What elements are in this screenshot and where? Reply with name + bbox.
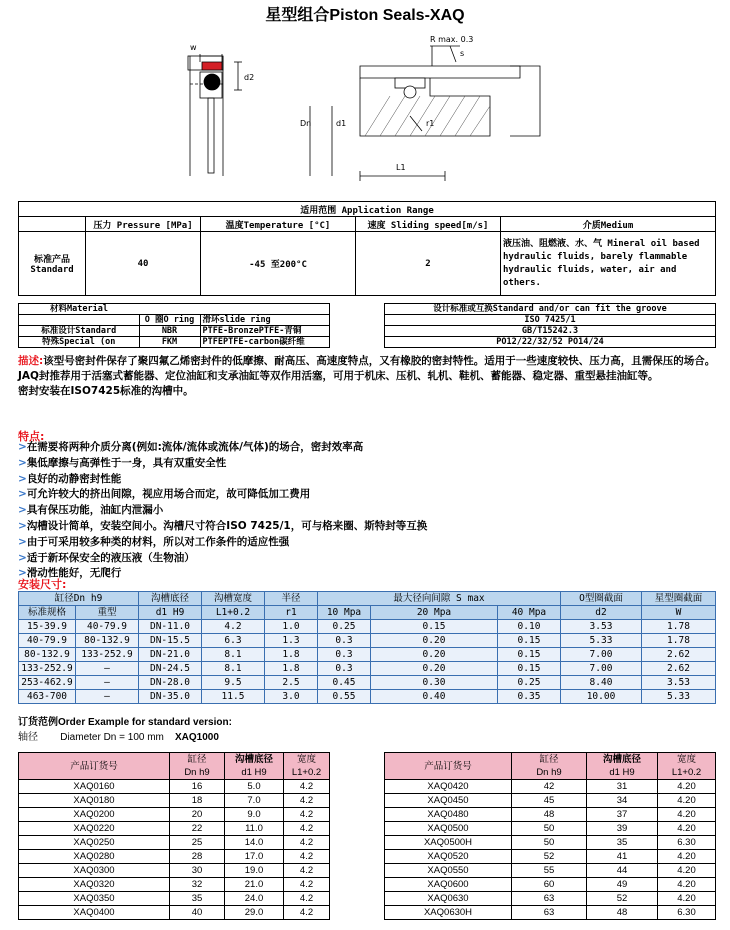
h-oring: O 圈O ring: [139, 315, 200, 326]
feature-item: >在需要将两种介质分离(例如:流体/流体或流体/气体)的场合，密封效率高: [18, 441, 364, 453]
order-row: XAQ0350 35 24.0 4.2: [19, 892, 330, 906]
order-row: XAQ0630 63 52 4.20: [385, 892, 716, 906]
install-row: 80-132.9 133-252.9 DN-21.0 8.1 1.8 0.3 0.20 0.15 7.00 2.62: [19, 648, 716, 662]
label-s: s: [460, 49, 465, 58]
install-row: 15-39.9 40-79.9 DN-11.0 4.2 1.0 0.25 0.15 0.10 3.53 1.78: [19, 620, 716, 634]
medium-value: 液压油、阻燃液、水、气 Mineral oil based hydraulic fluids, barely flammable hydraulic fluids, water, air and others.: [501, 232, 716, 296]
col-temperature: 温度Temperature [°C]: [201, 217, 356, 232]
order-row: XAQ0500H 50 35 6.30: [385, 836, 716, 850]
arrow-icon: >: [18, 535, 27, 548]
h-radius: 半径: [265, 592, 318, 606]
order-row: XAQ0400 40 29.0 4.2: [19, 906, 330, 920]
col-speed: 速度 Sliding speed[m/s]: [356, 217, 501, 232]
order-row: XAQ0320 32 21.0 4.2: [19, 878, 330, 892]
label-dn: Dn: [300, 119, 312, 128]
order-row: XAQ0180 18 7.0 4.2: [19, 794, 330, 808]
mat-row-label: 标准设计Standard: [19, 326, 140, 337]
label-w: w: [190, 43, 197, 52]
install-row: 463-700 — DN-35.0 11.5 3.0 0.55 0.40 0.35 10.00 5.33: [19, 690, 716, 704]
standards-header: 设计标准或互换Standard and/or can fit the groove: [385, 304, 716, 315]
page-title: 星型组合Piston Seals-XAQ: [265, 7, 465, 24]
order-row: XAQ0160 16 5.0 4.2: [19, 780, 330, 794]
features-label: 特点:: [18, 430, 45, 443]
feature-item: >由于可采用较多种类的材料，所以对工作条件的适应性强: [18, 535, 290, 548]
order-row: XAQ0600 60 49 4.20: [385, 878, 716, 892]
order-row: XAQ0550 55 44 4.20: [385, 864, 716, 878]
order-row: XAQ0480 48 37 4.20: [385, 808, 716, 822]
arrow-icon: >: [18, 551, 27, 564]
seal-drawing: [160, 26, 700, 196]
material-table: [18, 303, 330, 348]
description-text-2: 密封安装在ISO7425标准的沟槽中。: [18, 385, 194, 397]
order-row: XAQ0520 52 41 4.20: [385, 850, 716, 864]
arrow-icon: >: [18, 456, 27, 469]
h-oring-section: O型圈截面: [561, 592, 642, 606]
install-row: 253-462.9 — DN-28.0 9.5 2.5 0.45 0.30 0.25 8.40 3.53: [19, 676, 716, 690]
description-label: 描述:: [18, 355, 44, 367]
order-table-right: 产品订货号 缸径 沟槽底径 宽度 Dn h9 d1 H9 L1+0.2 XAQ0420 42 31 4.20 XAQ0450 45 34 4.20 XAQ0480 48 37 4.20 XAQ0500 50 39 4.20 XAQ0500H 50 35 6.30 XAQ0520 52 41 4.20 XAQ0550 55 44 4.20 XAQ0600 60 49 4.20 XAQ0630 63 52 4.20 XAQ0630H 63 48 6.30: [384, 752, 716, 920]
arrow-icon: >: [18, 488, 27, 501]
label-l1: L1: [396, 163, 406, 172]
label-d2: d2: [244, 73, 255, 82]
install-label: 安装尺寸:: [18, 578, 67, 591]
h-bore: 缸径Dn h9: [19, 592, 139, 606]
arrow-icon: >: [18, 472, 27, 485]
standards-table: [384, 303, 716, 348]
order-row: XAQ0200 20 9.0 4.2: [19, 808, 330, 822]
pressure-value: 40: [86, 232, 201, 296]
order-row: XAQ0450 45 34 4.20: [385, 794, 716, 808]
application-range-table: [18, 201, 716, 296]
order-example-line: 轴径 Diameter Dn = 100 mm XAQ1000: [18, 732, 219, 743]
standard-item: ISO 7425/1: [385, 315, 716, 326]
feature-item: >可允许较大的挤出间隙，视应用场合而定，故可降低加工费用: [18, 488, 311, 501]
feature-item: >良好的动静密封性能: [18, 472, 122, 485]
order-table-left: 产品订货号 缸径 沟槽底径 宽度 Dn h9 d1 H9 L1+0.2 XAQ0160 16 5.0 4.2 XAQ0180 18 7.0 4.2 XAQ0200 20 9.0 4.2 XAQ0220 22 11.0 4.2 XAQ0250 25 14.0 4.2 XAQ0280 28 17.0 4.2 XAQ0300 30 19.0 4.2 XAQ0320 32 21.0 4.2 XAQ0350 35 24.0 4.2 XAQ0400 40 29.0 4.2: [18, 752, 330, 920]
order-row: XAQ0300 30 19.0 4.2: [19, 864, 330, 878]
install-row: 133-252.9 — DN-24.5 8.1 1.8 0.3 0.20 0.15 7.00 2.62: [19, 662, 716, 676]
order-row: XAQ0280 28 17.0 4.2: [19, 850, 330, 864]
feature-item: >具有保压功能，油缸内泄漏小: [18, 504, 164, 517]
mat-row-label: 特殊Special (on: [19, 337, 140, 348]
arrow-icon: >: [18, 567, 27, 580]
order-row: XAQ0500 50 39 4.20: [385, 822, 716, 836]
description-text: 该型号密封件保存了聚四氟乙烯密封件的低摩擦、耐高压、高速度特点，又有橡胶的密封特性。适用于一些速度较快、压力高，且需保压的场合。JAQ封推荐用于活塞式蓄能器、定位油缸和支承油缸等双作用活塞，可用于机床、压机、轧机、鞋机、蓄能器、稳定器、重型悬挂油缸等。: [18, 355, 716, 382]
description: [18, 354, 718, 399]
mat-oring: NBR: [139, 326, 200, 337]
temperature-value: -45 至200°C: [201, 232, 356, 296]
order-row: XAQ0630H 63 48 6.30: [385, 906, 716, 920]
order-row: XAQ0250 25 14.0 4.2: [19, 836, 330, 850]
mat-oring: FKM: [139, 337, 200, 348]
range-header: 适用范围 Application Range: [19, 202, 716, 217]
feature-item: >适于新环保安全的液压液（生物油）: [18, 551, 195, 564]
h-groove-dia: 沟槽底径: [139, 592, 202, 606]
feature-item: >集低摩擦与高弹性于一身，具有双重安全性: [18, 456, 227, 469]
feature-item: >滑动性能好，无爬行: [18, 567, 122, 580]
speed-value: 2: [356, 232, 501, 296]
feature-item: >沟槽设计简单，安装空间小。沟槽尺寸符合ISO 7425/1，可与格来圈、斯特封等互换: [18, 519, 428, 532]
h-groove-width: 沟槽宽度: [202, 592, 265, 606]
mat-slide: PTFE-BronzePTFE-青铜: [200, 326, 330, 337]
install-table: 缸径Dn h9 沟槽底径 沟槽宽度 半径 最大径向间隙 S max O型圈截面 星型圈截面 标准规格 重型 d1 H9 L1+0.2 r1 10 Mpa 20 Mpa 40 Mpa d2 W 15-39.9 40-79.9 DN-11.0 4.2 1.0 0.25 0.15 0.10 3.53 1.78 40-79.9 80-132.9 DN-15.5 6.3 1.3 0.3 0.20 0.15 5.33 1.78 80-132.9 133-252.9 DN-21.0 8.1 1.8 0.3 0.20 0.15 7.00 2.62 133-252.9 — DN-24.5 8.1 1.8 0.3 0.20 0.15 7.00 2.62 253-462.9 — DN-28.0 9.5 2.5 0.45 0.30 0.25 8.40 3.53 463-700 — DN-35.0 11.5 3.0 0.55 0.40 0.35 10.00 5.33: [18, 591, 716, 704]
order-row: XAQ0220 22 11.0 4.2: [19, 822, 330, 836]
install-row: 40-79.9 80-132.9 DN-15.5 6.3 1.3 0.3 0.20 0.15 5.33 1.78: [19, 634, 716, 648]
label-r1: r1: [426, 119, 435, 128]
material-header: 材料Material: [19, 304, 140, 315]
label-d1: d1: [336, 119, 347, 128]
standard-item: GB/T15242.3: [385, 326, 716, 337]
arrow-icon: >: [18, 504, 27, 517]
row-standard: 标准产品 Standard: [19, 232, 86, 296]
h-gap: 最大径向间隙 S max: [318, 592, 561, 606]
order-example-title: 订货范例Order Example for standard version:: [18, 717, 232, 728]
features-list: [18, 440, 427, 582]
col-pressure: 压力 Pressure [MPa]: [86, 217, 201, 232]
h-slide: 滑环slide ring: [200, 315, 330, 326]
standard-item: PO12/22/32/52 PO14/24: [385, 337, 716, 348]
h-star-section: 星型圈截面: [642, 592, 716, 606]
arrow-icon: >: [18, 519, 27, 532]
arrow-icon: >: [18, 441, 27, 453]
mat-slide: PTFEPTFE-carbon碳纤维: [200, 337, 330, 348]
label-rmax: R max. 0.3: [430, 35, 474, 44]
order-row: XAQ0420 42 31 4.20: [385, 780, 716, 794]
col-medium: 介质Medium: [501, 217, 716, 232]
